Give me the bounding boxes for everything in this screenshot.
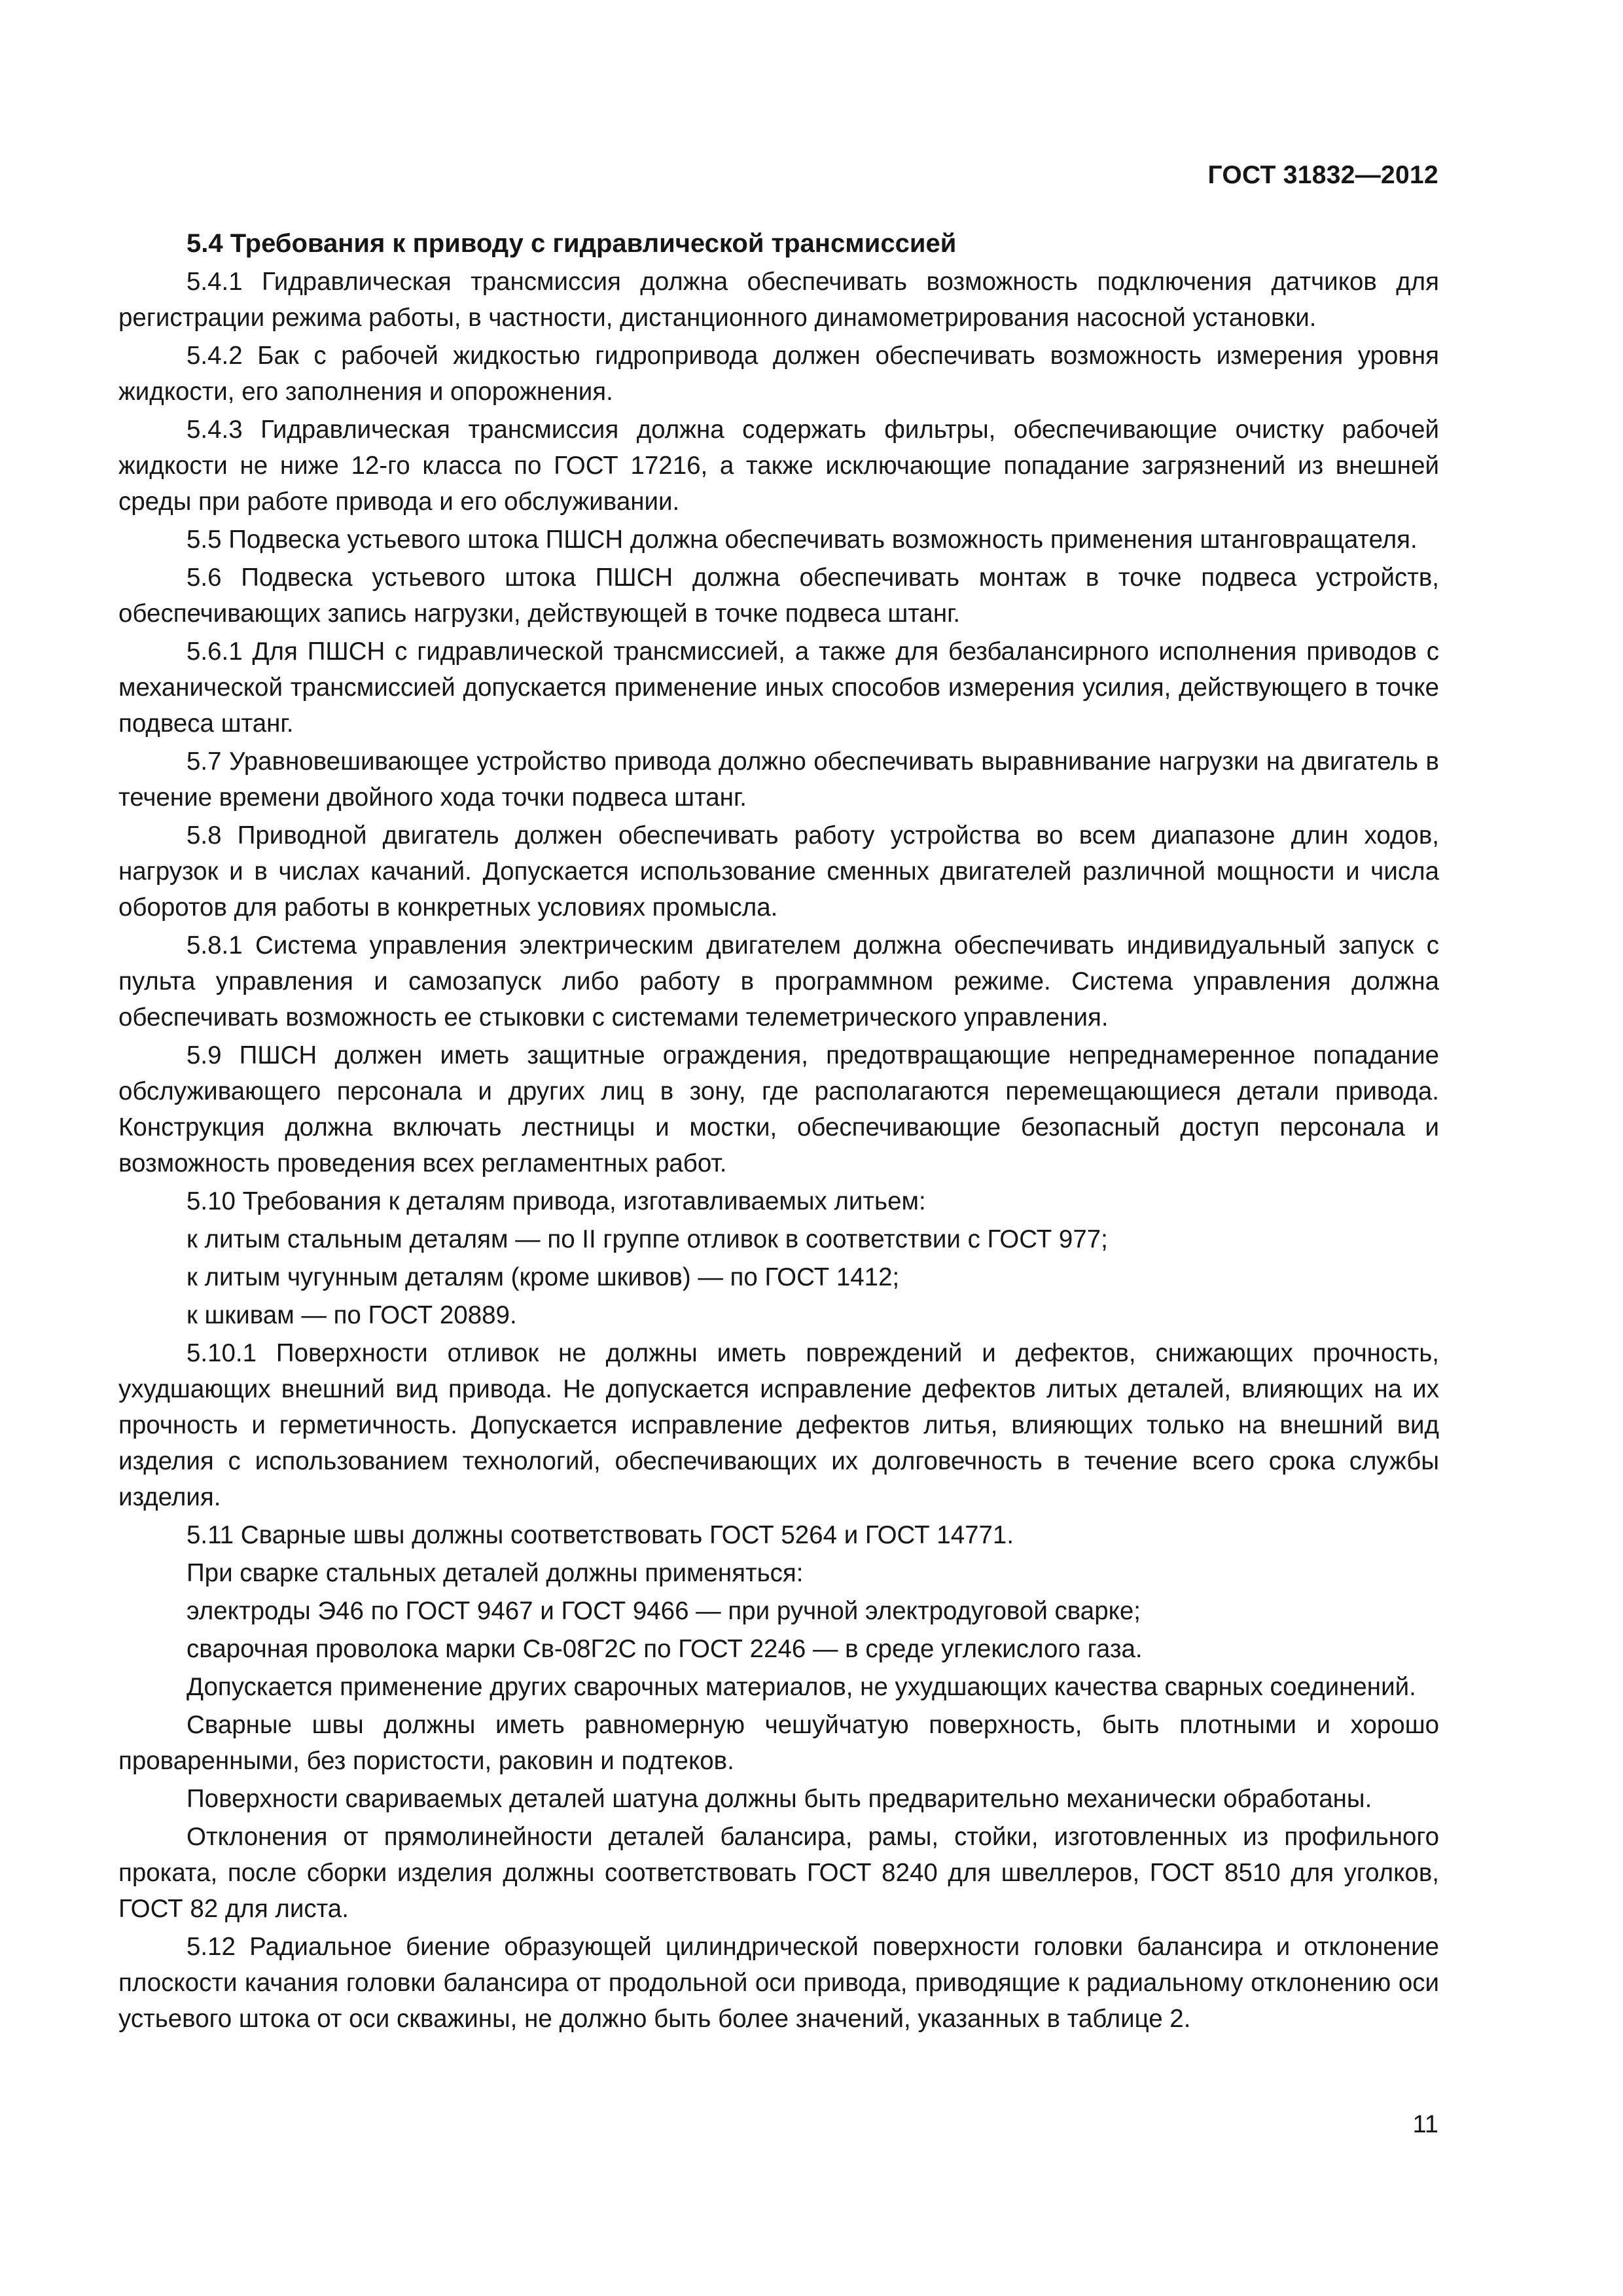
paragraph-5-10-1: 5.10.1 Поверхности отливок не должны иметь повреждений и дефектов, снижающих прочность, ухудшающих внешний вид привода. Не допускается исправление дефектов литых деталей, влияющих на их прочность и герметичность. Допускается исправление дефектов литья, влияющих только на внешний вид изделия с использованием технологий, обеспечивающих их долговечность в течение всего срока службы изделия.	[118, 1339, 1439, 1511]
paragraph-other-materials: Допускается применение других сварочных материалов, не ухудшающих качества сварных соединений.	[187, 1673, 1416, 1701]
paragraph-straightness: Отклонения от прямолинейности деталей балансира, рамы, стойки, изготовленных из профильного проката, после сборки изделия должны соответствовать ГОСТ 8240 для швеллеров, ГОСТ 8510 для уголков, ГОСТ 82 для листа.	[118, 1823, 1439, 1923]
paragraph-5-4-1: 5.4.1 Гидравлическая трансмиссия должна обеспечивать возможность подключения датчиков для регистрации режима работы, в частности, дистанционного динамометрирования насосной установки.	[118, 268, 1439, 332]
list-item-steel-castings: к литым стальным деталям — по II группе отливок в соответствии с ГОСТ 977;	[187, 1225, 1108, 1253]
list-item-welding-wire: сварочная проволока марки Св-08Г2С по ГОСТ 2246 — в среде углекислого газа.	[187, 1635, 1143, 1663]
list-item-electrodes: электроды Э46 по ГОСТ 9467 и ГОСТ 9466 — при ручной электродуговой сварке;	[187, 1597, 1141, 1625]
paragraph-5-8: 5.8 Приводной двигатель должен обеспечивать работу устройства во всем диапазоне длин ходов, нагрузок и в числах качаний. Допускается использование сменных двигателей различной мощности и числа оборотов для работы в конкретных условиях промысла.	[118, 821, 1439, 922]
list-item-iron-castings: к литым чугунным деталям (кроме шкивов) — по ГОСТ 1412;	[187, 1263, 900, 1291]
section-heading: 5.4 Требования к приводу с гидравлической трансмиссией	[187, 229, 957, 258]
main-content	[118, 226, 1439, 2039]
paragraph-5-5: 5.5 Подвеска устьевого штока ПШСН должна обеспечивать возможность применения штанговращателя.	[187, 526, 1418, 554]
list-item-pulleys: к шкивам — по ГОСТ 20889.	[187, 1301, 517, 1329]
paragraph-5-8-1: 5.8.1 Система управления электрическим двигателем должна обеспечивать индивидуальный запуск с пульта управления и самозапуск либо работу в программном режиме. Система управления должна обеспечивать возможность ее стыковки с системами телеметрического управления.	[118, 931, 1439, 1031]
paragraph-5-7: 5.7 Уравновешивающее устройство привода должно обеспечивать выравнивание нагрузки на двигатель в течение времени двойного хода точки подвеса штанг.	[118, 747, 1439, 812]
paragraph-5-6-1: 5.6.1 Для ПШСН с гидравлической трансмиссией, а также для безбалансирного исполнения приводов с механической трансмиссией допускается применение иных способов измерения усилия, действующего в точке подвеса штанг.	[118, 637, 1439, 738]
document-code-header: ГОСТ 31832—2012	[1207, 161, 1438, 189]
paragraph-welding-intro: При сварке стальных деталей должны применяться:	[187, 1559, 804, 1587]
paragraph-5-9: 5.9 ПШСН должен иметь защитные ограждения, предотвращающие непреднамеренное попадание обслуживающего персонала и других лиц в зону, где располагаются перемещающиеся детали привода. Конструкция должна включать лестницы и мостки, обеспечивающие безопасный доступ персонала и возможность проведения всех регламентных работ.	[118, 1041, 1439, 1177]
paragraph-5-6: 5.6 Подвеска устьевого штока ПШСН должна обеспечивать монтаж в точке подвеса устройств, обеспечивающих запись нагрузки, действующей в точке подвеса штанг.	[118, 564, 1439, 628]
paragraph-5-12: 5.12 Радиальное биение образующей цилиндрической поверхности головки балансира и отклонение плоскости качания головки балансира от продольной оси привода, приводящие к радиальному отклонению оси устьевого штока от оси скважины, не должно быть более значений, указанных в таблице 2.	[118, 1933, 1439, 2033]
paragraph-5-10: 5.10 Требования к деталям привода, изготавливаемых литьем:	[187, 1187, 926, 1215]
paragraph-weld-surface: Сварные швы должны иметь равномерную чешуйчатую поверхность, быть плотными и хорошо проваренными, без пористости, раковин и подтеков.	[118, 1711, 1439, 1775]
paragraph-5-11: 5.11 Сварные швы должны соответствовать ГОСТ 5264 и ГОСТ 14771.	[187, 1521, 1014, 1549]
page-number: 11	[1412, 2111, 1438, 2138]
paragraph-5-4-2: 5.4.2 Бак с рабочей жидкостью гидропривода должен обеспечивать возможность измерения уровня жидкости, его заполнения и опорожнения.	[118, 342, 1439, 406]
paragraph-5-4-3: 5.4.3 Гидравлическая трансмиссия должна содержать фильтры, обеспечивающие очистку рабочей жидкости не ниже 12-го класса по ГОСТ 17216, а также исключающие попадание загрязнений из внешней среды при работе привода и его обслуживании.	[118, 416, 1439, 516]
paragraph-connecting-rod: Поверхности свариваемых деталей шатуна должны быть предварительно механически обработаны.	[187, 1785, 1372, 1813]
